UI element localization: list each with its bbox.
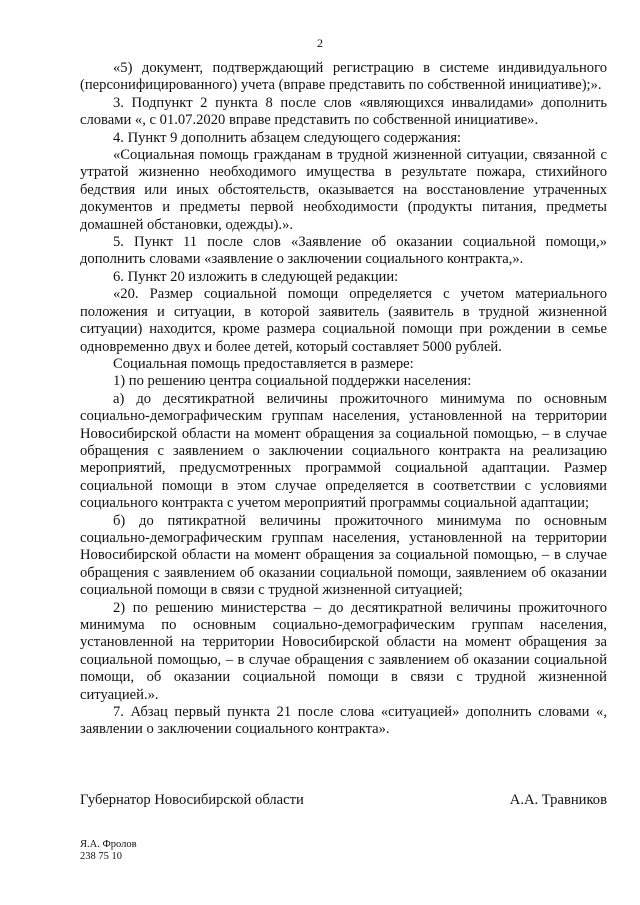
paragraph-point-4: 4. Пункт 9 дополнить абзацем следующего содержания: [113, 129, 462, 146]
executor-phone: 238 75 10 [80, 851, 122, 862]
paragraph-point-20: «20. Размер социальной помощи определяется с учетом материального положения и ситуации, в которой заявитель (заявитель в трудной жизненной ситуации) находится, кроме размера социальной помощи при рождении в семье одновременно двух и более детей, который составляет 5000 рублей. [80, 286, 607, 355]
paragraph-point-6: 6. Пункт 20 изложить в следующей редакции: [113, 268, 399, 285]
paragraph-point-3: 3. Подпункт 2 пункта 8 после слов «являющихся инвалидами» дополнить словами «, с 01.07.2020 вправе представить по собственной инициативе». [80, 94, 607, 129]
paragraph-subitem-2: 2) по решению министерства – до десятикратной величины прожиточного минимума по основным социально-демографическим группам населения, установленной на территории Новосибирской области на момент обращения за социальной помощью, – в случае обращения с заявлением об оказании социальной помощи, об оказании социальной помощи в связи с трудной жизненной ситуацией.». [80, 599, 607, 703]
paragraph-item-5: «5) документ, подтверждающий регистрацию в системе индивидуального (персонифицированного) учета (вправе представить по собственной инициативе);». [80, 60, 607, 94]
executor-info [80, 839, 137, 863]
paragraph-point-7: 7. Абзац первый пункта 21 после слова «ситуацией» дополнить словами «, заявлении о заключении социального контракта». [80, 704, 607, 738]
paragraph-subitem-a: а) до десятикратной величины прожиточного минимума по основным социально-демографическим группам населения, установленной на территории Новосибирской области на момент обращения за социальной помощью, – в случае обращения с заявлением о заключении социального контракта на реализацию мероприятий, предусмотренных программой социальной адаптации. Размер социальной помощи в этом случае определяется в соответствии с условиями социального контракта с учетом мероприятий программы социальной адаптации; [80, 390, 607, 512]
paragraph-size-intro: Социальная помощь предоставляется в размере: [113, 355, 414, 372]
document-body [80, 60, 607, 739]
signatory-name: А.А. Травников [509, 792, 607, 808]
paragraph-point-5: 5. Пункт 11 после слов «Заявление об оказании социальной помощи,» дополнить словами «заявление о заключении социального контракта,». [80, 234, 607, 268]
paragraph-subitem-1: 1) по решению центра социальной поддержки населения: [113, 373, 472, 390]
signatory-position: Губернатор Новосибирской области [80, 792, 304, 808]
paragraph-point-4-quote: «Социальная помощь гражданам в трудной жизненной ситуации, связанной с утратой жизненно необходимого имущества в результате пожара, стихийного бедствия или иных обстоятельств, оказывается на восстановление утраченных документов и предметы первой необходимости (продукты питания, предметы домашней обстановки, одежды).». [80, 147, 607, 233]
paragraph-subitem-b: б) до пятикратной величины прожиточного минимума по основным социально-демографическим группам населения, установленной на территории Новосибирской области на момент обращения за социальной помощью, – в случае обращения с заявлением об оказании социальной помощи, заявлением об оказании социальной помощи в связи с трудной жизненной ситуацией; [80, 512, 607, 599]
page-number: 2 [317, 36, 323, 50]
executor-name: Я.А. Фролов [80, 839, 137, 850]
